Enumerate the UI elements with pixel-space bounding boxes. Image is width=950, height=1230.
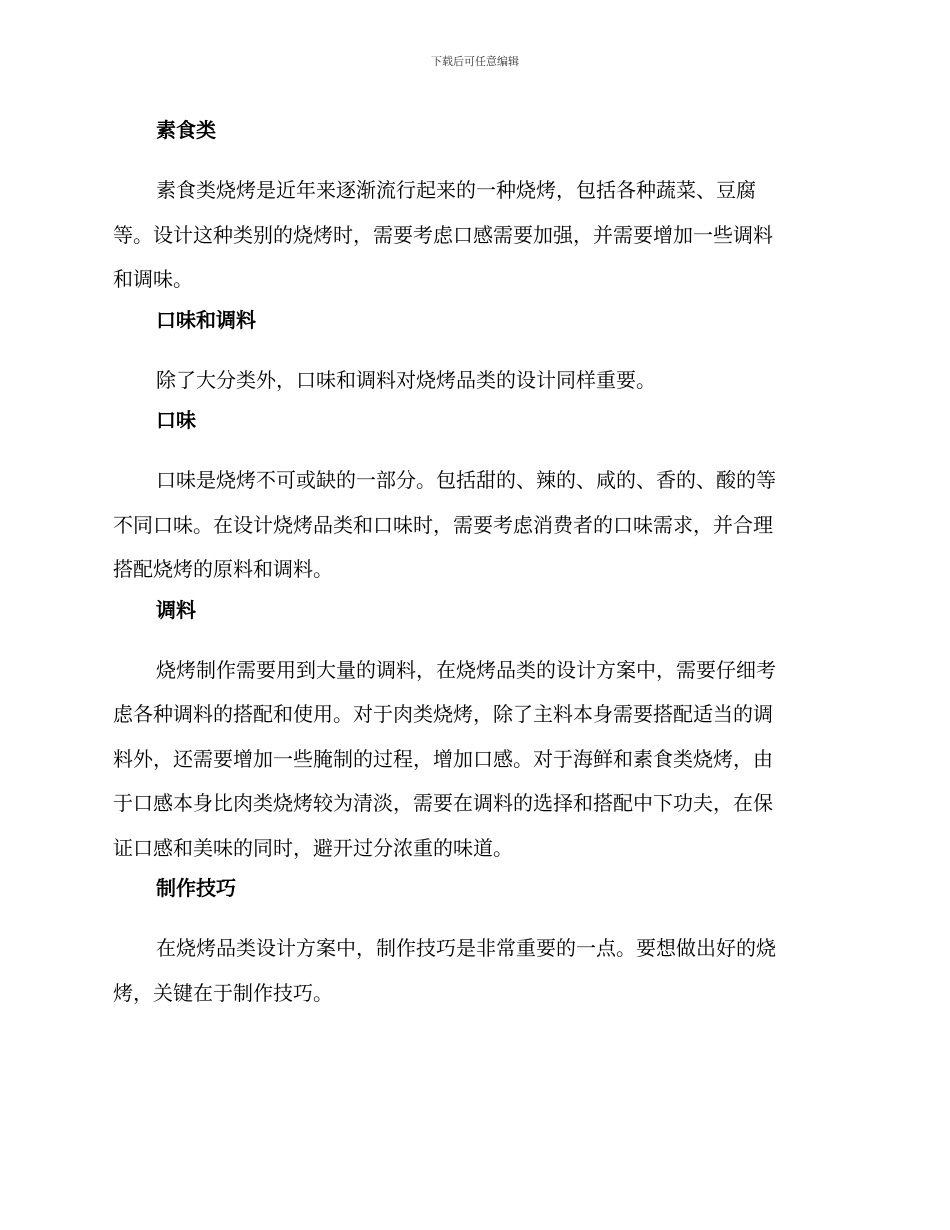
- section-paragraph: 除了大分类外，口味和调料对烧烤品类的设计同样重要。: [156, 367, 656, 392]
- section-techniques: [113, 870, 831, 1015]
- section-flavor-and-seasoning: [113, 302, 831, 403]
- section-paragraph: 口味是烧烤不可或缺的一部分。包括甜的、辣的、咸的、香的、酸的等 不同口味。在设计烧烤品类和口味时，需要考虑消费者的口味需求，并合理 搭配烧烤的原料和调料。: [113, 468, 776, 581]
- section-heading: 口味和调料: [156, 307, 256, 332]
- document-body: [113, 112, 831, 1015]
- section-heading: 调料: [156, 597, 196, 622]
- section-heading: 口味: [156, 408, 196, 432]
- section-paragraph: 素食类烧烤是近年来逐渐流行起来的一种烧烤，包括各种蔬菜、豆腐 等。设计这种类别的烧烤时，需要考虑口感需要加强，并需要增加一些调料 和调味。: [113, 178, 773, 291]
- section-flavor: [113, 402, 831, 592]
- section-heading: 制作技巧: [156, 876, 236, 900]
- section-heading: 素食类: [156, 118, 216, 142]
- section-seasoning: [113, 592, 831, 871]
- section-paragraph: 烧烤制作需要用到大量的调料，在烧烤品类的设计方案中，需要仔细考 虑各种调料的搭配和使用。对于肉类烧烤，除了主料本身需要搭配适当的调 料外，还需要增加一些腌制的过程，增加口感。对于海鲜和素食类烧烤，由 于口感本身比肉类烧烤较为清淡，需要在调料的选择和搭配中下功夫，在保 证口感和美味的同时，避开过分浓重的味道。: [113, 657, 776, 860]
- section-paragraph: 在烧烤品类设计方案中，制作技巧是非常重要的一点。要想做出好的烧 烤，关键在于制作技巧。: [113, 936, 776, 1005]
- section-vegetarian: [113, 112, 831, 302]
- page-header-note: 下载后可任意编辑: [431, 55, 519, 68]
